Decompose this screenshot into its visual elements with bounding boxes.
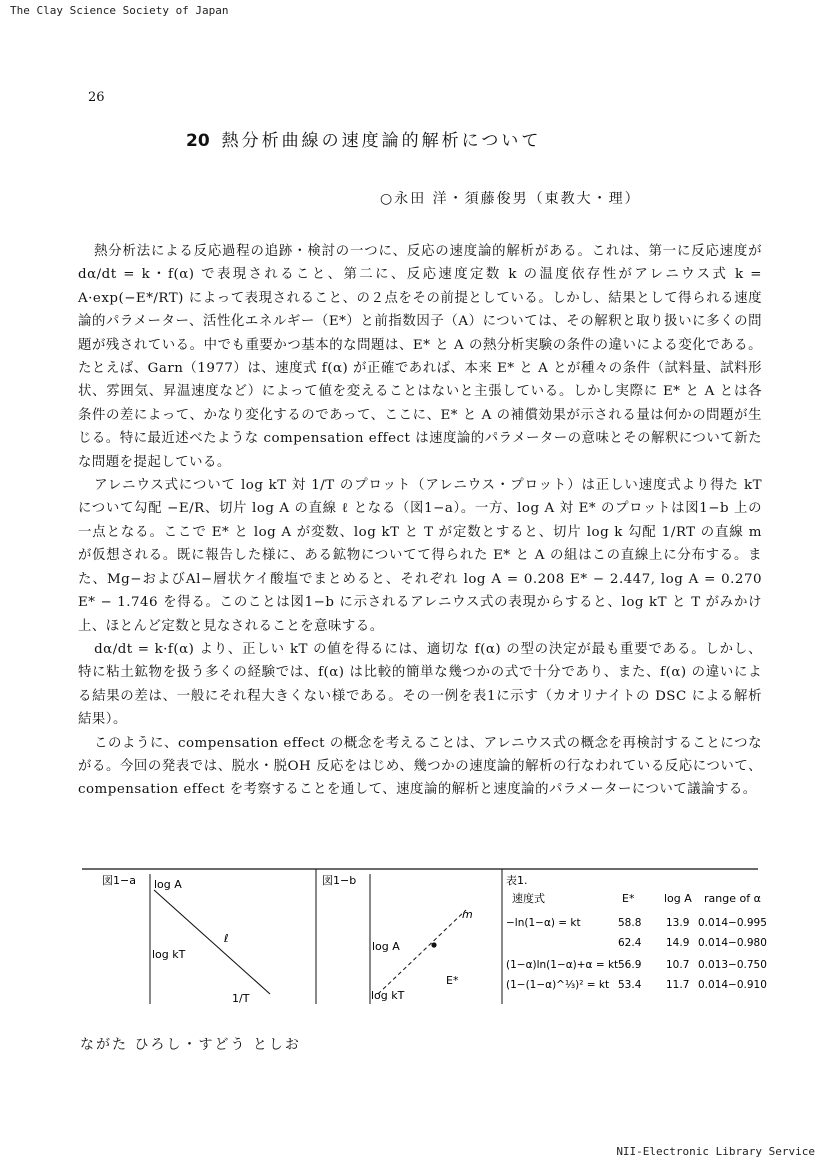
abstract-body — [78, 240, 762, 802]
table-cell: 56.9 — [618, 959, 642, 971]
fig-a-label: 図1−a — [102, 874, 136, 887]
paper-title — [186, 126, 541, 151]
library-footer: NII-Electronic Library Service — [616, 1145, 815, 1158]
table-cell: (1−(1−α)^⅓)² = kt — [506, 979, 610, 991]
fig-b-label: 図1−b — [322, 874, 357, 887]
table-cell: 0.014−0.995 — [698, 917, 767, 929]
table-header-cell: E* — [622, 892, 635, 905]
table-header-cell: range of α — [704, 892, 761, 905]
authors: ○永田 洋・須藤俊男（東教大・理） — [380, 191, 641, 207]
fig-a-x-mark: 1/T — [232, 992, 250, 1005]
page-number: 26 — [88, 90, 105, 105]
society-header: The Clay Science Society of Japan — [10, 4, 229, 17]
fig-a-line-l — [154, 890, 270, 994]
table-header-cell: log A — [664, 892, 692, 905]
fig-b-line-label: m — [462, 908, 473, 921]
fig-b-point — [431, 942, 436, 947]
fig-b-y-label: log A — [372, 940, 400, 953]
fig-a-mid-label: log kT — [152, 948, 186, 961]
table-cell: 58.8 — [618, 917, 642, 929]
table-cell: 14.9 — [666, 937, 690, 949]
table-header-cell: 速度式 — [512, 892, 545, 905]
fig-a-line-label: ℓ — [224, 932, 229, 945]
table-cell: (1−α)ln(1−α)+α = kt — [506, 959, 619, 971]
table-cell: −ln(1−α) = kt — [506, 917, 581, 929]
fig-b-x-label: E* — [446, 974, 459, 987]
table-cell: 10.7 — [666, 959, 690, 971]
fig-b-corner-label: log kT — [371, 989, 405, 1002]
paragraph: 熱分析法による反応過程の追跡・検討の一つに、反応の速度論的解析がある。これは、第一に反応速度が dα/dt = k・f(α) で表現されること、第二に、反応速度定数 k の温度依存性がアレニウス式 k = A·exp(−E*/RT) によって表現されること、の２点をその前提としている。しかし、結果として得られる速度論的パラメーター、活性化エネルギー（E*）と前指数因子（A）については、その解釈と取り扱いに多くの問題が残されている。中でも重要かつ基本的な問題は、E* と A の熱分析実験の条件の違いによる変化である。たとえば、Garn（1977）は、速度式 f(α) が正確であれば、本来 E* と A とが種々の条件（試料量、試料形状、雰囲気、昇温速度など）によって値を変えることはないと主張している。しかし実際に E* と A とは各条件の差によって、かなり変化するのであって、ここに、E* と A の補償効果が示される量は何かの問題が生じる。特に最近述べたような compensation effect は速度論的パラメーターの意味とその解釈について新たな問題を提起している。 — [78, 244, 762, 470]
table-cell: 53.4 — [618, 979, 642, 991]
paragraph: このように、compensation effect の概念を考えることは、アレニウス式の概念を再検討することにつながる。今回の発表では、脱水・脱OH 反応をはじめ、幾つかの速度論的解析の行なわれている反応について、compensation effect を考察することを通して、速度論的解析と速度論的パラメーターについて議論する。 — [78, 735, 762, 798]
paragraph: dα/dt = k·f(α) より、正しい kT の値を得るには、適切な f(α) の型の決定が最も重要である。しかし、特に粘土鉱物を扱う多くの経験では、f(α) は比較的簡単な幾つかの式で十分であり、また、f(α) の違いによる結果の差は、一般にそれ程大きくない様である。その一例を表1に示す（カオリナイトの DSC による解析結果）。 — [78, 641, 762, 728]
fig-a-y-label: log A — [154, 878, 182, 891]
table-cell: 0.014−0.980 — [698, 937, 767, 949]
table-caption: 表1. — [506, 874, 528, 887]
table-cell: 62.4 — [618, 937, 642, 949]
title-number: 20 — [186, 131, 210, 151]
table-cell: 0.013−0.750 — [698, 959, 767, 971]
paragraph: アレニウス式について log kT 対 1/T のプロット（アレニウス・プロット）は正しい速度式より得た kT について勾配 −E/R、切片 log A の直線 ℓ となる（図1−a）。一方、log A 対 E* のプロットは図1−b 上の一点となる。ここで E* と log A が変数、log kT と T が定数とすると、切片 log k 勾配 1/RT の直線 m が仮想される。既に報告した様に、ある鉱物についてて得られた E* と A の組はこの直線上に分布する。また、Mg−およびAl−層状ケイ酸塩でまとめると、それぞれ log A = 0.208 E* − 2.447, log A = 0.270 E* − 1.746 を得る。このことは図1−b に示されるアレニウス式の表現からすると、log kT と T がみかけ上、ほとんど定数と見なされることを意味する。 — [78, 478, 762, 634]
figure-strip — [82, 866, 767, 1005]
figure-svg — [82, 866, 767, 1005]
table-cell: 0.014−0.910 — [698, 979, 767, 991]
title-text: 熱分析曲線の速度論的解析について — [221, 131, 542, 151]
table-cell: 11.7 — [666, 979, 690, 991]
signature-kana: ながた ひろし・すどう としお — [80, 1037, 301, 1053]
table-cell: 13.9 — [666, 917, 690, 929]
